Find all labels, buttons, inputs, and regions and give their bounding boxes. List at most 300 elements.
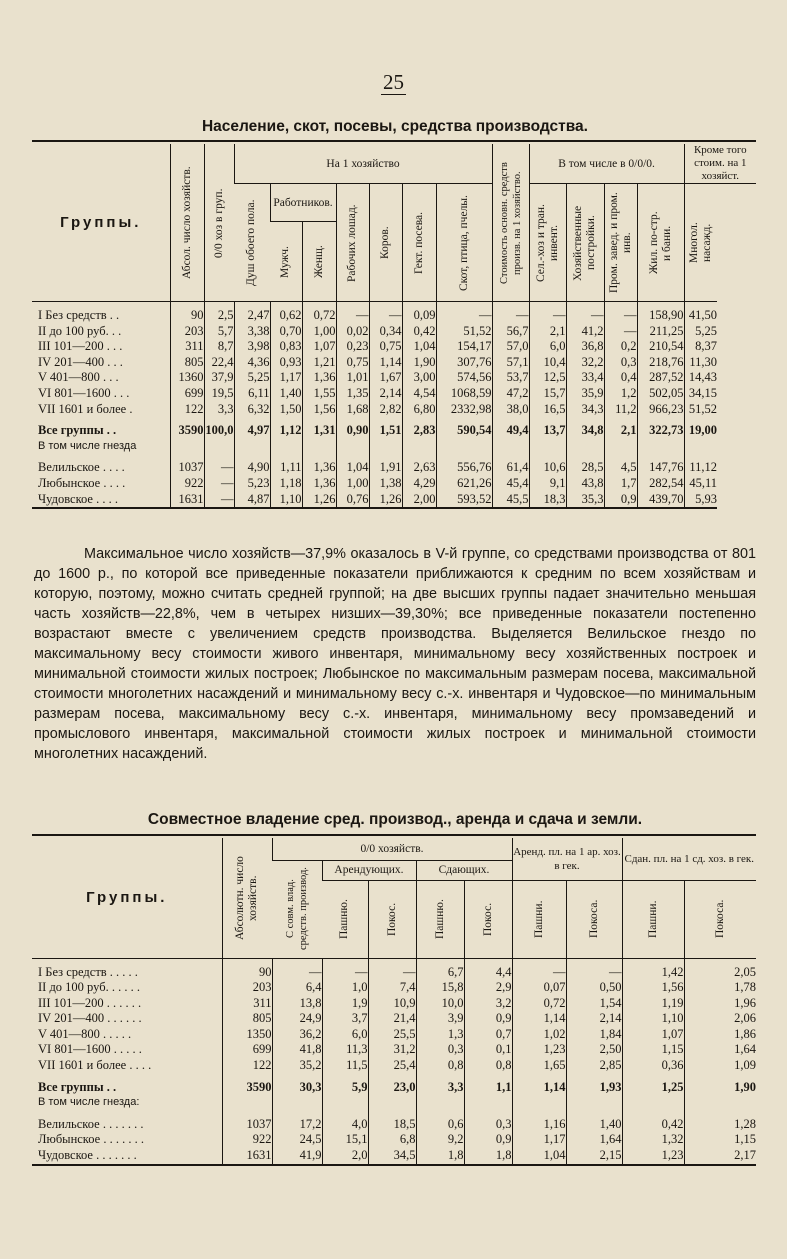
table-cell: 1,91: [369, 460, 402, 476]
page-number: 25: [383, 70, 404, 94]
group-label: IV 201—400 . . .: [38, 354, 123, 369]
table-cell: —: [566, 965, 622, 981]
ind-est-header: Пром. завед. и пром. инв.: [604, 184, 637, 302]
t2-leasing-header: Сдающих.: [416, 860, 512, 880]
table-cell: 1,23: [512, 1042, 566, 1058]
total-row: [32, 423, 756, 439]
table-row: [32, 1027, 756, 1043]
table-row: [32, 355, 756, 371]
table-cell: 1,56: [622, 980, 684, 996]
table-cell: 45,11: [684, 476, 717, 492]
table-cell: 0,75: [336, 355, 369, 371]
table-cell: 1,0: [322, 980, 368, 996]
t2-arable-header: Пашню.: [322, 880, 368, 958]
table-cell: 9,2: [416, 1132, 464, 1148]
table-row: [32, 965, 756, 981]
table-cell: —: [322, 965, 368, 981]
table-cell: 1,16: [512, 1117, 566, 1133]
table-cell: 0,72: [302, 308, 336, 324]
table-cell: 1,8: [464, 1148, 512, 1165]
female-header: Женщ.: [302, 222, 336, 302]
table-cell: 0,36: [622, 1058, 684, 1074]
table-cell: —: [604, 308, 637, 324]
table-cell: 1,15: [684, 1132, 756, 1148]
table-cell: 0,1: [464, 1042, 512, 1058]
group-label: VI 801—1600 . . . . .: [38, 1042, 142, 1057]
table-cell: 0,8: [464, 1058, 512, 1074]
table-cell: 2,0: [322, 1148, 368, 1165]
table-cell: 43,8: [566, 476, 604, 492]
t2-hay3-header: Покоса.: [684, 880, 756, 958]
table-cell: 1,07: [302, 339, 336, 355]
group-label: Чудовское . . . .: [32, 492, 170, 509]
table-cell: 0,09: [402, 308, 436, 324]
table-cell: 45,5: [492, 492, 529, 509]
table1-top-rule: [32, 140, 756, 142]
group-label: V 401—800 . . . . .: [38, 1026, 132, 1041]
table-cell: 47,2: [492, 386, 529, 402]
table-cell: 593,52: [436, 492, 492, 509]
table2: [32, 838, 756, 1166]
table-cell: 34,8: [566, 423, 604, 439]
table-cell: 53,7: [492, 370, 529, 386]
table-cell: 1,93: [566, 1080, 622, 1096]
table-cell: 2,82: [369, 402, 402, 418]
table-cell: 1,65: [512, 1058, 566, 1074]
livestock-header: Скот, птица, пчелы.: [436, 184, 492, 302]
table-cell: 1,01: [336, 370, 369, 386]
t2-lease-per-header: Сдан. пл. на 1 сд. хоз. в гек.: [622, 838, 756, 880]
subheading-row: [32, 1095, 756, 1111]
group-label: III 101—200 . . .: [38, 339, 123, 354]
table-cell: 51,52: [436, 324, 492, 340]
table-cell: 287,52: [637, 370, 684, 386]
farm-inv-header: Сел.-хоз и тран. инвент.: [529, 184, 566, 302]
table-cell: 1360: [170, 370, 204, 386]
dwelling-header: Жил. по-стр. и бани.: [637, 184, 684, 302]
group-label: Велильское . . . . . . .: [38, 1116, 144, 1131]
table-cell: 28,5: [566, 460, 604, 476]
table-cell: 1,42: [622, 965, 684, 981]
table-cell: 9,1: [529, 476, 566, 492]
table-cell: 35,9: [566, 386, 604, 402]
table-cell: 1,36: [302, 460, 336, 476]
table-cell: 1,21: [302, 355, 336, 371]
table-cell: 0,75: [369, 339, 402, 355]
table-cell: 2,47: [234, 308, 270, 324]
group-label: IV 201—400 . . . . . .: [38, 1011, 142, 1026]
table-cell: 36,8: [566, 339, 604, 355]
table-cell: 38,0: [492, 402, 529, 418]
groups-header: Группы.: [32, 144, 170, 302]
table-cell: 0,62: [270, 308, 302, 324]
table-cell: 6,0: [529, 339, 566, 355]
table-cell: 90: [222, 965, 272, 981]
table-cell: 2,1: [529, 324, 566, 340]
table-cell: 6,11: [234, 386, 270, 402]
table-cell: 1,78: [684, 980, 756, 996]
table-cell: 15,7: [529, 386, 566, 402]
table-cell: 4,29: [402, 476, 436, 492]
table-cell: 5,9: [322, 1080, 368, 1096]
table-cell: 45,4: [492, 476, 529, 492]
table-cell: 5,7: [204, 324, 234, 340]
table-cell: 3,98: [234, 339, 270, 355]
table-cell: 1,32: [622, 1132, 684, 1148]
table-cell: 1,56: [302, 402, 336, 418]
table-cell: 1,28: [684, 1117, 756, 1133]
table-cell: —: [336, 308, 369, 324]
table-cell: 0,90: [336, 423, 369, 439]
table-cell: 24,9: [272, 1011, 322, 1027]
table-cell: 56,7: [492, 324, 529, 340]
table-cell: 210,54: [637, 339, 684, 355]
table-row: [32, 1011, 756, 1027]
table-cell: 8,7: [204, 339, 234, 355]
table-cell: 0,2: [604, 339, 637, 355]
table-cell: 1350: [222, 1027, 272, 1043]
table-cell: 22,4: [204, 355, 234, 371]
table-cell: 1,10: [270, 492, 302, 509]
group-label: II до 100 руб. . .: [38, 323, 122, 338]
table-cell: 1,12: [270, 423, 302, 439]
table-row: [32, 308, 756, 324]
table-cell: —: [368, 965, 416, 981]
table-cell: 805: [170, 355, 204, 371]
table-cell: 5,93: [684, 492, 717, 509]
group-label: V 401—800 . . .: [38, 370, 119, 385]
table-cell: 16,5: [529, 402, 566, 418]
table-cell: 17,2: [272, 1117, 322, 1133]
table-cell: 122: [170, 402, 204, 418]
table-cell: 158,90: [637, 308, 684, 324]
table-cell: 6,8: [368, 1132, 416, 1148]
group-label: Чудовское . . . . . . .: [32, 1148, 222, 1165]
table-cell: 4,87: [234, 492, 270, 509]
table-cell: 4,97: [234, 423, 270, 439]
table-cell: 11,30: [684, 355, 717, 371]
table-cell: 0,3: [464, 1117, 512, 1133]
buildings-header: Хозяйственные постройки.: [566, 184, 604, 302]
table-cell: 41,9: [272, 1148, 322, 1165]
table-cell: 311: [222, 996, 272, 1012]
table-cell: 0,6: [416, 1117, 464, 1133]
table2-top-rule: [32, 834, 756, 836]
table-cell: 5,23: [234, 476, 270, 492]
table-cell: 37,9: [204, 370, 234, 386]
nest-row: [32, 1132, 756, 1148]
t2-joint-header: С совм. влад. средств. производ.: [272, 860, 322, 958]
table-row: [32, 1058, 756, 1074]
table-cell: 1,50: [270, 402, 302, 418]
table-cell: 8,37: [684, 339, 717, 355]
table-cell: 699: [170, 386, 204, 402]
table-cell: —: [604, 324, 637, 340]
t2-hay-lease-header: Покос.: [464, 880, 512, 958]
table-cell: —: [204, 492, 234, 509]
table-cell: 41,8: [272, 1042, 322, 1058]
table-cell: 0,07: [512, 980, 566, 996]
table-cell: 4,0: [322, 1117, 368, 1133]
table-cell: 5,25: [234, 370, 270, 386]
table-cell: 0,8: [416, 1058, 464, 1074]
table-cell: 2,15: [566, 1148, 622, 1165]
table-cell: 1,40: [270, 386, 302, 402]
table-cell: 11,2: [604, 402, 637, 418]
table-cell: 0,72: [512, 996, 566, 1012]
table-cell: 0,42: [402, 324, 436, 340]
table-cell: 699: [222, 1042, 272, 1058]
table-cell: 1,90: [684, 1080, 756, 1096]
male-header: Мужч.: [270, 222, 302, 302]
table-cell: 41,50: [684, 308, 717, 324]
table-cell: 36,2: [272, 1027, 322, 1043]
hectares-header: Гект. посева.: [402, 184, 436, 302]
table-cell: 322,73: [637, 423, 684, 439]
table-cell: 6,0: [322, 1027, 368, 1043]
table-cell: 4,54: [402, 386, 436, 402]
table-cell: 621,26: [436, 476, 492, 492]
group-label: II до 100 руб. . . . . .: [38, 980, 140, 995]
table-cell: 10,9: [368, 996, 416, 1012]
table-cell: 21,4: [368, 1011, 416, 1027]
table-row: [32, 370, 756, 386]
table-cell: 3,7: [322, 1011, 368, 1027]
table-cell: 14,43: [684, 370, 717, 386]
table-cell: 1,67: [369, 370, 402, 386]
table-cell: 0,4: [604, 370, 637, 386]
group-label: VII 1601 и более .: [38, 401, 133, 416]
table-cell: 25,5: [368, 1027, 416, 1043]
table-cell: 1,96: [684, 996, 756, 1012]
table-cell: 3,3: [204, 402, 234, 418]
table-cell: 1,04: [512, 1148, 566, 1165]
table-row: [32, 386, 756, 402]
table-cell: 1,40: [566, 1117, 622, 1133]
table-cell: 23,0: [368, 1080, 416, 1096]
table2-body: [32, 958, 756, 1165]
table-row: [32, 1042, 756, 1058]
table-cell: —: [436, 308, 492, 324]
table-cell: 0,3: [604, 355, 637, 371]
table-cell: 31,2: [368, 1042, 416, 1058]
table-cell: 1,11: [270, 460, 302, 476]
table-cell: 0,9: [464, 1011, 512, 1027]
table-cell: 1,26: [369, 492, 402, 509]
table-cell: 1,14: [512, 1011, 566, 1027]
table-cell: 19,5: [204, 386, 234, 402]
table-cell: 18,5: [368, 1117, 416, 1133]
table-cell: 6,7: [416, 965, 464, 981]
table-cell: 1,68: [336, 402, 369, 418]
table-cell: 1,64: [684, 1042, 756, 1058]
t2-arable-lease-header: Пашню.: [416, 880, 464, 958]
t2-abs-header: Абсолютн. число хозяйств.: [222, 838, 272, 958]
subheading-row: [32, 439, 756, 455]
table-row: [32, 402, 756, 418]
table-row: [32, 980, 756, 996]
table-cell: 922: [170, 476, 204, 492]
table-cell: 1,23: [622, 1148, 684, 1165]
table-cell: 1,15: [622, 1042, 684, 1058]
table-cell: —: [566, 308, 604, 324]
table-cell: 2,63: [402, 460, 436, 476]
table2-title: Совместное владение сред. производ., аренда и сдача и земли.: [147, 811, 643, 828]
t2-groups-header: Группы.: [32, 838, 222, 958]
table-cell: 1037: [222, 1117, 272, 1133]
table1-body: [32, 302, 756, 509]
group-label: VII 1601 и более . . . .: [38, 1058, 152, 1073]
t2-renting-header: Арендующих.: [322, 860, 416, 880]
table-cell: 1,10: [622, 1011, 684, 1027]
table-cell: 0,9: [604, 492, 637, 509]
perennial-header: Многол. насажд.: [684, 184, 717, 302]
table-cell: 1,09: [684, 1058, 756, 1074]
table-cell: 57,0: [492, 339, 529, 355]
table-cell: 5,25: [684, 324, 717, 340]
table-cell: 15,8: [416, 980, 464, 996]
table-cell: 1,55: [302, 386, 336, 402]
table-cell: 122: [222, 1058, 272, 1074]
table-cell: 147,76: [637, 460, 684, 476]
table-cell: 1,90: [402, 355, 436, 371]
group-label: I Без средств . . . . .: [38, 964, 138, 979]
table-cell: 1,17: [270, 370, 302, 386]
pct-households-header: 0/0 хоз в груп.: [204, 144, 234, 302]
table-cell: 30,3: [272, 1080, 322, 1096]
table1-title: Население, скот, посевы, средства производства.: [201, 118, 588, 135]
nest-row: [32, 460, 756, 476]
table-cell: 25,4: [368, 1058, 416, 1074]
table-cell: 49,4: [492, 423, 529, 439]
table-cell: 2,9: [464, 980, 512, 996]
t2-rent-per-header: Аренд. пл. на 1 ар. хоз. в гек.: [512, 838, 622, 880]
table-cell: 4,4: [464, 965, 512, 981]
table-cell: 34,15: [684, 386, 717, 402]
t2-pct-header: 0/0 хозяйств.: [272, 838, 512, 860]
table-cell: 1,07: [622, 1027, 684, 1043]
table-cell: 35,2: [272, 1058, 322, 1074]
table-cell: 2,14: [369, 386, 402, 402]
abs-households-header: Абсол. число хозяйств.: [170, 144, 204, 302]
table-cell: 1,64: [566, 1132, 622, 1148]
table-cell: 1,9: [322, 996, 368, 1012]
table-cell: 41,2: [566, 324, 604, 340]
group-label: I Без средств . .: [38, 308, 120, 322]
table-cell: 1,18: [270, 476, 302, 492]
table-cell: 1,14: [369, 355, 402, 371]
incl-pct-header: В том числе в 0/0/0.: [529, 144, 684, 184]
per-household-header: На 1 хозяйство: [234, 144, 492, 184]
table-cell: 2,85: [566, 1058, 622, 1074]
group-label: Все группы . .: [38, 423, 117, 438]
table-cell: 1,51: [369, 423, 402, 439]
group-label: VI 801—1600 . . .: [38, 385, 130, 400]
horses-header: Рабочих лошад.: [336, 184, 369, 302]
table-cell: 0,3: [416, 1042, 464, 1058]
table-cell: 1,84: [566, 1027, 622, 1043]
table-cell: 2,00: [402, 492, 436, 509]
table-cell: 2,50: [566, 1042, 622, 1058]
nest-row: [32, 1117, 756, 1133]
table-cell: 3,38: [234, 324, 270, 340]
table-cell: 12,5: [529, 370, 566, 386]
table-cell: 2332,98: [436, 402, 492, 418]
table-cell: 1,54: [566, 996, 622, 1012]
table-cell: 502,05: [637, 386, 684, 402]
table-cell: 1,14: [512, 1080, 566, 1096]
table-cell: 1,00: [336, 476, 369, 492]
table-cell: 1631: [222, 1148, 272, 1165]
table-cell: 1,00: [302, 324, 336, 340]
table-cell: 1,1: [464, 1080, 512, 1096]
table-cell: 154,17: [436, 339, 492, 355]
table-cell: 1,02: [512, 1027, 566, 1043]
table-cell: 2,14: [566, 1011, 622, 1027]
table-cell: 4,5: [604, 460, 637, 476]
table-cell: 2,1: [604, 423, 637, 439]
table-cell: —: [492, 308, 529, 324]
analysis-paragraph: Максимальное число хозяйств—37,9% оказалось в V-й группе, со средствами производства от 801 до 1600 р., по которой все приведенные показатели приближаются к средним по всем хозяйствам и которую, поэтому, можно считать средней группой; на две высших группы падает значительно меньшая часть хозяйств—22,8%, чем в четырех низших—39,30%; все приведенные показатели постепенно возрастают вместе с увеличением средств производства. Выделяется Велильское гнездо по максимальному весу стоимости живого инвентаря, минимальному весу хозяйственных построек и минимальной стоимости жилых построек; Любынское по максимальным размерам посева, максимальной стоимости многолетних насаждений и минимальному весу с.-х. инвентаря и Чудовское—по минимальным размерам посева, максимальному весу с.-х. инвентаря, минимальному весу промзаведений и промыслового инвентаря, максимальной стоимости жилых построек и минимальной стоимости многолетних насаждений.: [34, 546, 756, 762]
table-cell: 211,25: [637, 324, 684, 340]
table-cell: 307,76: [436, 355, 492, 371]
table-cell: 966,23: [637, 402, 684, 418]
table-cell: 61,4: [492, 460, 529, 476]
cows-header: Коров.: [369, 184, 402, 302]
table-cell: 1,25: [622, 1080, 684, 1096]
table-cell: 0,76: [336, 492, 369, 509]
group-label: Любынское . . . .: [38, 475, 126, 490]
nest-row: [32, 492, 756, 509]
table-cell: 11,12: [684, 460, 717, 476]
table-cell: 2,17: [684, 1148, 756, 1165]
table-cell: 439,70: [637, 492, 684, 509]
table-cell: 0,93: [270, 355, 302, 371]
t2-arable2-header: Пашни.: [512, 880, 566, 958]
table-cell: 282,54: [637, 476, 684, 492]
table-cell: 2,05: [684, 965, 756, 981]
table-cell: 3,9: [416, 1011, 464, 1027]
nest-row: [32, 476, 756, 492]
table-cell: 1,31: [302, 423, 336, 439]
table-cell: 6,32: [234, 402, 270, 418]
table-cell: 1631: [170, 492, 204, 509]
table-cell: 1,3: [416, 1027, 464, 1043]
table-cell: 11,5: [322, 1058, 368, 1074]
table-cell: 2,5: [204, 308, 234, 324]
table-cell: 4,90: [234, 460, 270, 476]
besides-header: Кроме того стоим. на 1 хозяйст.: [684, 144, 756, 184]
table-cell: 15,1: [322, 1132, 368, 1148]
t2-hay-header: Покос.: [368, 880, 416, 958]
group-label: Все группы . .: [38, 1079, 117, 1094]
table-cell: 0,70: [270, 324, 302, 340]
table-cell: 1,17: [512, 1132, 566, 1148]
table-cell: 51,52: [684, 402, 717, 418]
table-cell: 0,9: [464, 1132, 512, 1148]
table-cell: 1,04: [336, 460, 369, 476]
table-cell: 0,42: [622, 1117, 684, 1133]
table-cell: —: [204, 476, 234, 492]
table-cell: 4,36: [234, 355, 270, 371]
table-cell: 33,4: [566, 370, 604, 386]
table-cell: 3590: [170, 423, 204, 439]
table-cell: 13,7: [529, 423, 566, 439]
table-cell: 0,02: [336, 324, 369, 340]
table-cell: 1,38: [369, 476, 402, 492]
table-cell: 57,1: [492, 355, 529, 371]
table-cell: 805: [222, 1011, 272, 1027]
